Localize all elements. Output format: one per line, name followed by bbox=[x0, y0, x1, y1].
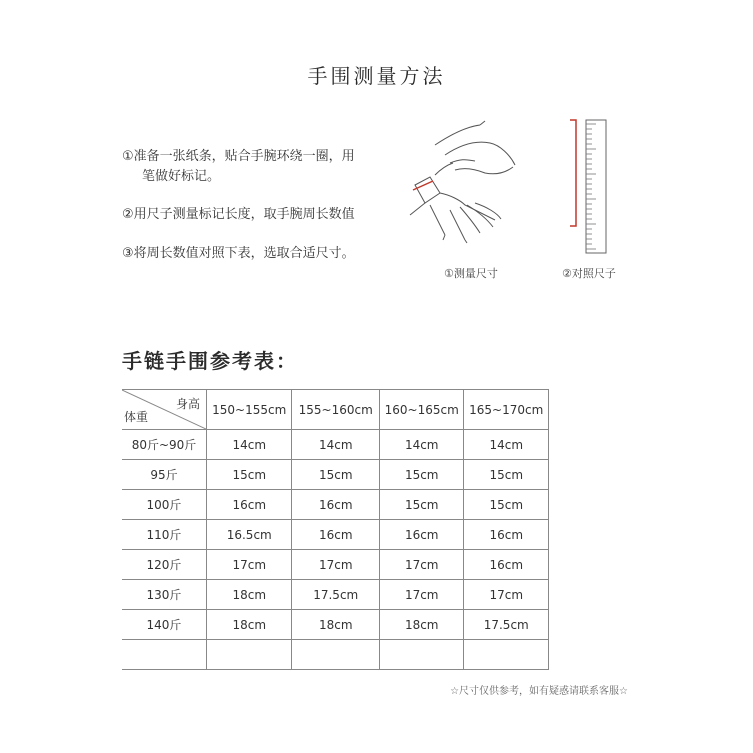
caption-ruler: ②对照尺子 bbox=[562, 267, 616, 280]
page-title: 手围测量方法 bbox=[307, 64, 446, 88]
table-row bbox=[122, 490, 549, 520]
ruler-illustration bbox=[566, 118, 616, 258]
table-corner-cell bbox=[122, 390, 206, 430]
table-cell: 14cm bbox=[379, 430, 463, 460]
table-cell bbox=[206, 640, 292, 670]
caption-measure: ①测量尺寸 bbox=[444, 267, 498, 280]
table-cell: 16cm bbox=[379, 520, 463, 550]
table-cell: 15cm bbox=[292, 460, 380, 490]
row-weight-label: 80斤~90斤 bbox=[122, 430, 206, 460]
table-cell: 17.5cm bbox=[292, 580, 380, 610]
table-cell: 14cm bbox=[206, 430, 292, 460]
table-cell: 16cm bbox=[464, 520, 549, 550]
step-2 bbox=[122, 205, 355, 225]
column-header: 165~170cm bbox=[464, 390, 549, 430]
table-row bbox=[122, 640, 549, 670]
table-cell: 17cm bbox=[464, 580, 549, 610]
table-cell: 15cm bbox=[379, 460, 463, 490]
table-cell: 17cm bbox=[379, 550, 463, 580]
empty-extra-column bbox=[548, 389, 549, 665]
row-weight-label: 130斤 bbox=[122, 580, 206, 610]
table-cell: 16cm bbox=[464, 550, 549, 580]
hand-measure-illustration bbox=[405, 115, 525, 255]
disclaimer-note: ☆尺寸仅供参考，如有疑惑请联系客服☆ bbox=[450, 686, 628, 697]
table-cell bbox=[292, 640, 380, 670]
table-row bbox=[122, 520, 549, 550]
table-cell: 14cm bbox=[464, 430, 549, 460]
size-reference-table bbox=[122, 389, 549, 670]
table-cell: 18cm bbox=[206, 580, 292, 610]
column-header: 155~160cm bbox=[292, 390, 380, 430]
row-weight-label bbox=[122, 640, 206, 670]
table-cell: 17.5cm bbox=[464, 610, 549, 640]
table-cell: 14cm bbox=[292, 430, 380, 460]
step-1 bbox=[122, 147, 355, 187]
row-weight-label: 140斤 bbox=[122, 610, 206, 640]
table-cell: 15cm bbox=[464, 490, 549, 520]
table-cell: 17cm bbox=[206, 550, 292, 580]
table-row bbox=[122, 550, 549, 580]
table-cell bbox=[464, 640, 549, 670]
row-weight-label: 95斤 bbox=[122, 460, 206, 490]
table-cell: 15cm bbox=[206, 460, 292, 490]
table-cell: 16.5cm bbox=[206, 520, 292, 550]
table-header-row bbox=[122, 390, 549, 430]
table-cell: 15cm bbox=[464, 460, 549, 490]
table-cell: 18cm bbox=[379, 610, 463, 640]
table-cell: 15cm bbox=[379, 490, 463, 520]
table-row bbox=[122, 610, 549, 640]
step-3 bbox=[122, 244, 355, 264]
column-header: 160~165cm bbox=[379, 390, 463, 430]
corner-height-label: 身高 bbox=[175, 397, 200, 411]
step-1-line-1: ①准备一张纸条，贴合手腕环绕一圈，用 bbox=[122, 149, 355, 164]
table-cell bbox=[379, 640, 463, 670]
table-row bbox=[122, 430, 549, 460]
table-cell: 16cm bbox=[292, 520, 380, 550]
table-cell: 18cm bbox=[292, 610, 380, 640]
corner-weight-label: 体重 bbox=[124, 410, 149, 424]
step-1-line-2: 笔做好标记。 bbox=[142, 169, 221, 184]
step-2-line-1: ②用尺子测量标记长度，取手腕周长数值 bbox=[122, 207, 355, 222]
table-cell: 16cm bbox=[292, 490, 380, 520]
table-row bbox=[122, 460, 549, 490]
section-title: 手链手围参考表： bbox=[122, 349, 298, 373]
step-3-line-1: ③将周长数值对照下表，选取合适尺寸。 bbox=[122, 246, 355, 261]
table-cell: 16cm bbox=[206, 490, 292, 520]
table-row bbox=[122, 580, 549, 610]
table-cell: 17cm bbox=[379, 580, 463, 610]
row-weight-label: 120斤 bbox=[122, 550, 206, 580]
row-weight-label: 110斤 bbox=[122, 520, 206, 550]
table-cell: 17cm bbox=[292, 550, 380, 580]
row-weight-label: 100斤 bbox=[122, 490, 206, 520]
column-header: 150~155cm bbox=[206, 390, 292, 430]
table-cell: 18cm bbox=[206, 610, 292, 640]
